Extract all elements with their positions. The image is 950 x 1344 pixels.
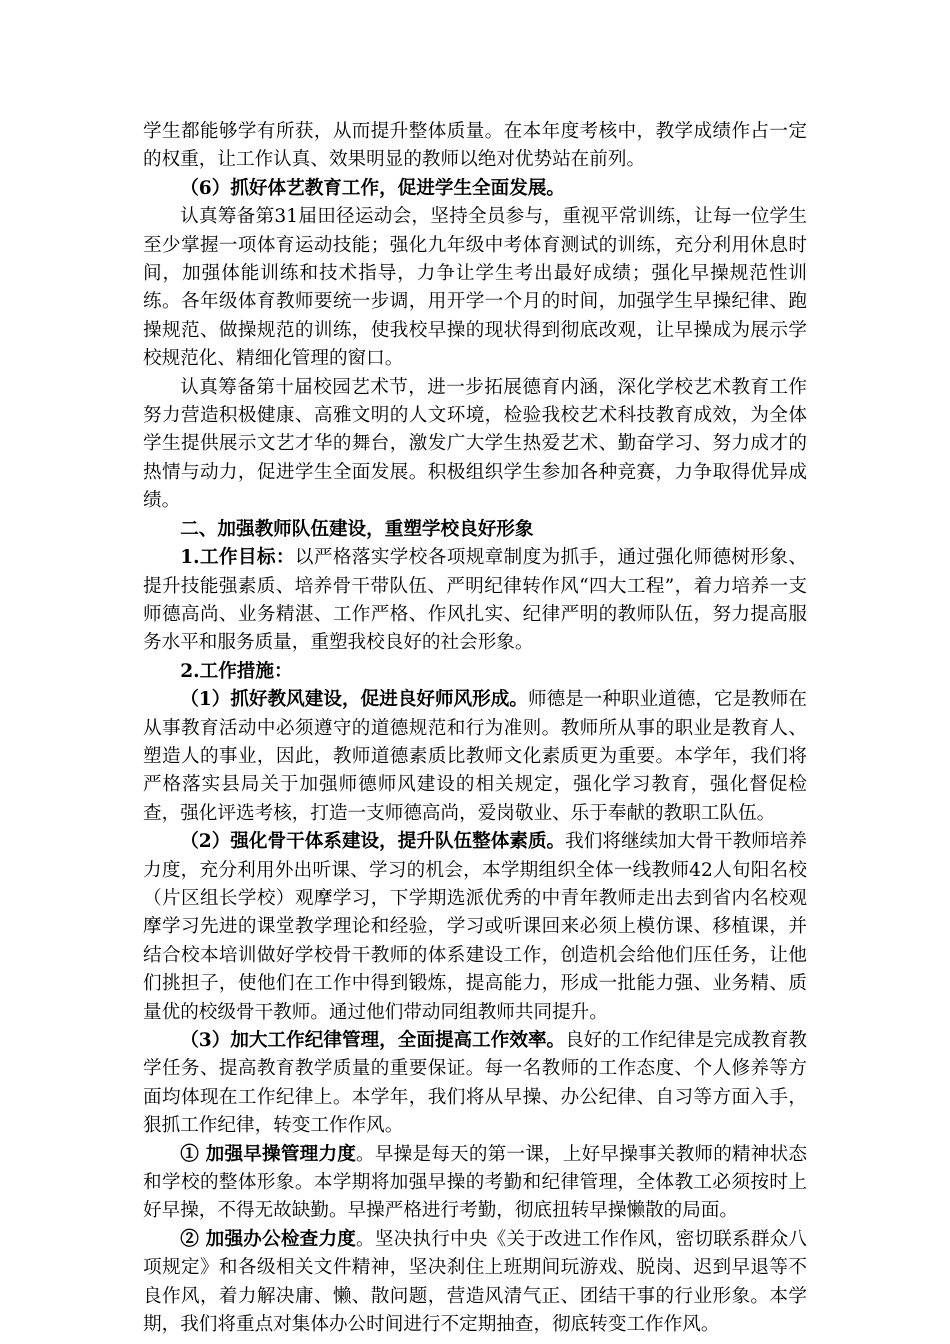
work-goal-text: 以严格落实学校各项规章制度为抓手，通过强化师德树形象、提升技能强素质、培养骨干带队伍、严明纪律转作风“四大工程”，着力培养一支师德高尚、业务精湛、工作严格、作风扎实、纪律严明的教师队伍，努力提高服务水平和服务质量，重塑我校良好的社会形象。 bbox=[143, 547, 807, 654]
paragraph-1: 学生都能够学有所获，从而提升整体质量。在本年度考核中，教学成绩作占一定的权重，让工作认真、效果明显的教师以绝对优势站在前列。 bbox=[143, 121, 807, 171]
office-inspection-text: 。坚决执行中央《关于改进工作作风，密切联系群众八项规定》和各级相关文件精神，坚决刹住上班期间玩游戏、脱岗、迟到早退等不良作风，着力解决庸、懒、散问题，营造风清气正、团结干事的行业形象。本学期，我们将重点对集体办公时间进行不定期抽查，彻底转变工作作风。 bbox=[143, 1228, 807, 1336]
section-heading-6: （6）抓好体艺教育工作，促进学生全面发展。 bbox=[180, 177, 566, 199]
paragraph-office-inspection bbox=[143, 1226, 807, 1340]
paragraph-sports-meet: 认真筹备第31届田径运动会，坚持全员参与，重视平常训练，让每一位学生至少掌握一项体育运动技能；强化九年级中考体育测试的训练，充分利用休息时间，加强体能训练和技术指导，力争让学生考出最好成绩；强化早操规范性训练。各年级体育教师要统一步调，用开学一个月的时间，加强学生早操纪律、跑操规范、做操规范的训练，使我校早操的现状得到彻底改观，让早操成为展示学校规范化、精细化管理的窗口。 bbox=[143, 206, 807, 370]
paragraph-art-festival: 认真筹备第十届校园艺术节，进一步拓展德育内涵，深化学校艺术教育工作努力营造积极健康、高雅文明的人文环境，检验我校艺术科技教育成效，为全体学生提供展示文艺才华的舞台，激发广大学生热爱艺术、勤奋学习、努力成才的热情与动力，促进学生全面发展。积极组织学生参加各种竞赛，力争取得优异成绩。 bbox=[143, 376, 807, 512]
backbone-system-heading: （2）强化骨干体系建设，提升队伍整体素质。 bbox=[180, 831, 566, 853]
backbone-system-text: 我们将继续加大骨干教师培养力度，充分利用外出听课、学习的机会，本学期组织全体一线教师42人旬阳名校（片区组长学校）观摩学习，下学期选派优秀的中青年教师走出去到省内名校观摩学习先进的课堂教学理论和经验，学习或听课回来必须上模仿课、移植课，并结合校本培训做好学校骨干教师的体系建设工作，创造机会给他们压任务，让他们挑担子，使他们在工作中得到锻炼，提高能力，形成一批能力强、业务精、质量优的校级骨干教师。通过他们带动同组教师共同提升。 bbox=[143, 831, 807, 1023]
paragraph-work-discipline bbox=[143, 1027, 807, 1141]
work-discipline-text: 良好的工作纪律是完成教育教学任务、提高教育教学质量的重要保证。每一名教师的工作态度、个人修养等方面均体现在工作纪律上。本学年，我们将从早操、办公纪律、自习等方面入手，狠抓工作纪律，转变工作作风。 bbox=[143, 1030, 807, 1137]
morning-exercise-text: 。早操是每天的第一课，上好早操事关教师的精神状态和学校的整体形象。本学期将加强早操的考勤和纪律管理，全体教工必须按时上好早操，不得无故缺勤。早操严格进行考勤，彻底扭转早操懒散的局面。 bbox=[143, 1143, 807, 1222]
paragraph-backbone-system bbox=[143, 828, 807, 1027]
work-goal-label: 1.工作目标： bbox=[180, 547, 295, 569]
chapter-heading-2: 二、加强教师队伍建设，重塑学校良好形象 bbox=[180, 518, 534, 540]
work-discipline-heading: （3）加大工作纪律管理，全面提高工作效率。 bbox=[180, 1030, 566, 1051]
paragraph-morning-exercise bbox=[143, 1141, 807, 1226]
teaching-style-text: 师德是一种职业道德，它是教师在从事教育活动中必须遵守的道德规范和行为准则。教师所从事的职业是教育人、塑造人的事业，因此，教师道德素质比教师文化素质更为重要。本学年，我们将严格落实县局关于加强师德师风建设的相关规定，强化学习教育，强化督促检查，强化评选考核，打造一支师德高尚，爱岗敬业、乐于奉献的教职工队伍。 bbox=[143, 689, 807, 824]
morning-exercise-heading: ① 加强早操管理力度 bbox=[180, 1143, 357, 1165]
teaching-style-heading: （1）抓好教风建设，促进良好师风形成。 bbox=[180, 689, 528, 711]
paragraph-work-goal bbox=[143, 544, 807, 658]
document-page bbox=[143, 118, 807, 1339]
office-inspection-heading: ② 加强办公检查力度 bbox=[180, 1228, 357, 1250]
paragraph-teaching-style bbox=[143, 686, 807, 828]
work-measures-label: 2.工作措施： bbox=[180, 660, 293, 682]
